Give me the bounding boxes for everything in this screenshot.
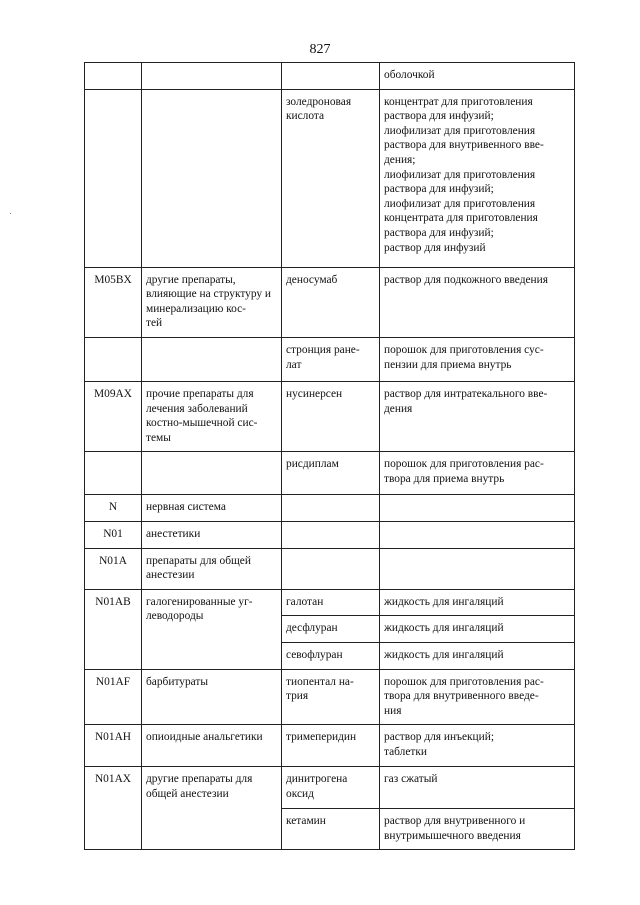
drug-cell: стронция ране- лат — [282, 337, 380, 381]
group-cell: галогенированные уг- леводороды — [142, 589, 282, 669]
form-cell: порошок для приготовления сус- пензии для приема внутрь — [380, 337, 575, 381]
drug-cell: динитрогена оксид — [282, 767, 380, 809]
table-row — [85, 381, 575, 451]
form-cell: раствор для инъекций; таблетки — [380, 725, 575, 767]
atc-code-cell: M09AX — [85, 381, 142, 451]
form-cell: жидкость для ингаляций — [380, 616, 575, 643]
group-cell: анестетики — [142, 521, 282, 548]
drug-cell: деносумаб — [282, 267, 380, 337]
table-row — [85, 337, 575, 381]
atc-code-cell: N01AX — [85, 767, 142, 850]
form-cell: жидкость для ингаляций — [380, 589, 575, 616]
table-row — [85, 669, 575, 725]
drug-cell — [282, 548, 380, 589]
form-cell: газ сжатый — [380, 767, 575, 809]
table-row — [85, 589, 575, 616]
form-cell: оболочкой — [380, 63, 575, 90]
table-row — [85, 767, 575, 809]
atc-code-cell: N01 — [85, 521, 142, 548]
form-cell: порошок для приготовления рас- твора для приема внутрь — [380, 452, 575, 495]
form-cell: жидкость для ингаляций — [380, 642, 575, 669]
form-cell: раствор для подкожного введения — [380, 267, 575, 337]
drug-cell — [282, 63, 380, 90]
drug-cell: севофлуран — [282, 642, 380, 669]
drug-classification-table — [84, 62, 575, 850]
drug-cell: рисдиплам — [282, 452, 380, 495]
group-cell: другие препараты для общей анестезии — [142, 767, 282, 850]
drug-cell — [282, 495, 380, 522]
table-row — [85, 548, 575, 589]
group-cell: препараты для общей анестезии — [142, 548, 282, 589]
atc-code-cell — [85, 337, 142, 381]
atc-code-cell: M05BX — [85, 267, 142, 337]
drug-cell: золедроновая кислота — [282, 89, 380, 267]
group-cell — [142, 89, 282, 267]
atc-code-cell — [85, 452, 142, 495]
table-row — [85, 89, 575, 267]
form-cell: раствор для внутривенного и внутримышечного введения — [380, 809, 575, 850]
atc-code-cell — [85, 89, 142, 267]
drug-cell: кетамин — [282, 809, 380, 850]
drug-cell: галотан — [282, 589, 380, 616]
group-cell — [142, 452, 282, 495]
table-row — [85, 521, 575, 548]
drug-cell: тримеперидин — [282, 725, 380, 767]
table-row — [85, 452, 575, 495]
drug-cell: десфлуран — [282, 616, 380, 643]
margin-mark — [10, 213, 11, 214]
atc-code-cell — [85, 63, 142, 90]
form-cell — [380, 495, 575, 522]
page-number: 827 — [309, 42, 331, 57]
table-row — [85, 725, 575, 767]
table-row — [85, 63, 575, 90]
form-cell: раствор для интратекального вве- дения — [380, 381, 575, 451]
atc-code-cell: N01AH — [85, 725, 142, 767]
group-cell: прочие препараты для лечения заболеваний костно-мышечной сис- темы — [142, 381, 282, 451]
group-cell — [142, 63, 282, 90]
atc-code-cell: N01AF — [85, 669, 142, 725]
drug-cell: нусинерсен — [282, 381, 380, 451]
atc-code-cell: N — [85, 495, 142, 522]
group-cell: нервная система — [142, 495, 282, 522]
group-cell: опиоидные анальгетики — [142, 725, 282, 767]
drug-cell: тиопентал на- трия — [282, 669, 380, 725]
drug-cell — [282, 521, 380, 548]
atc-code-cell: N01AB — [85, 589, 142, 669]
form-cell — [380, 521, 575, 548]
atc-code-cell: N01A — [85, 548, 142, 589]
group-cell: барбитураты — [142, 669, 282, 725]
form-cell — [380, 548, 575, 589]
form-cell: порошок для приготовления рас- твора для внутривенного введе- ния — [380, 669, 575, 725]
group-cell: другие препараты, влияющие на структуру и минерализацию кос- тей — [142, 267, 282, 337]
table-row — [85, 267, 575, 337]
group-cell — [142, 337, 282, 381]
table-row — [85, 495, 575, 522]
form-cell: концентрат для приготовления раствора для инфузий; лиофилизат для приготовления раствора для внутривенного вве- дения; лиофилизат для приготовления раствора для инфузий; лиофилизат для приготовления концентрата для приготовления раствора для инфузий; раствор для инфузий — [380, 89, 575, 267]
